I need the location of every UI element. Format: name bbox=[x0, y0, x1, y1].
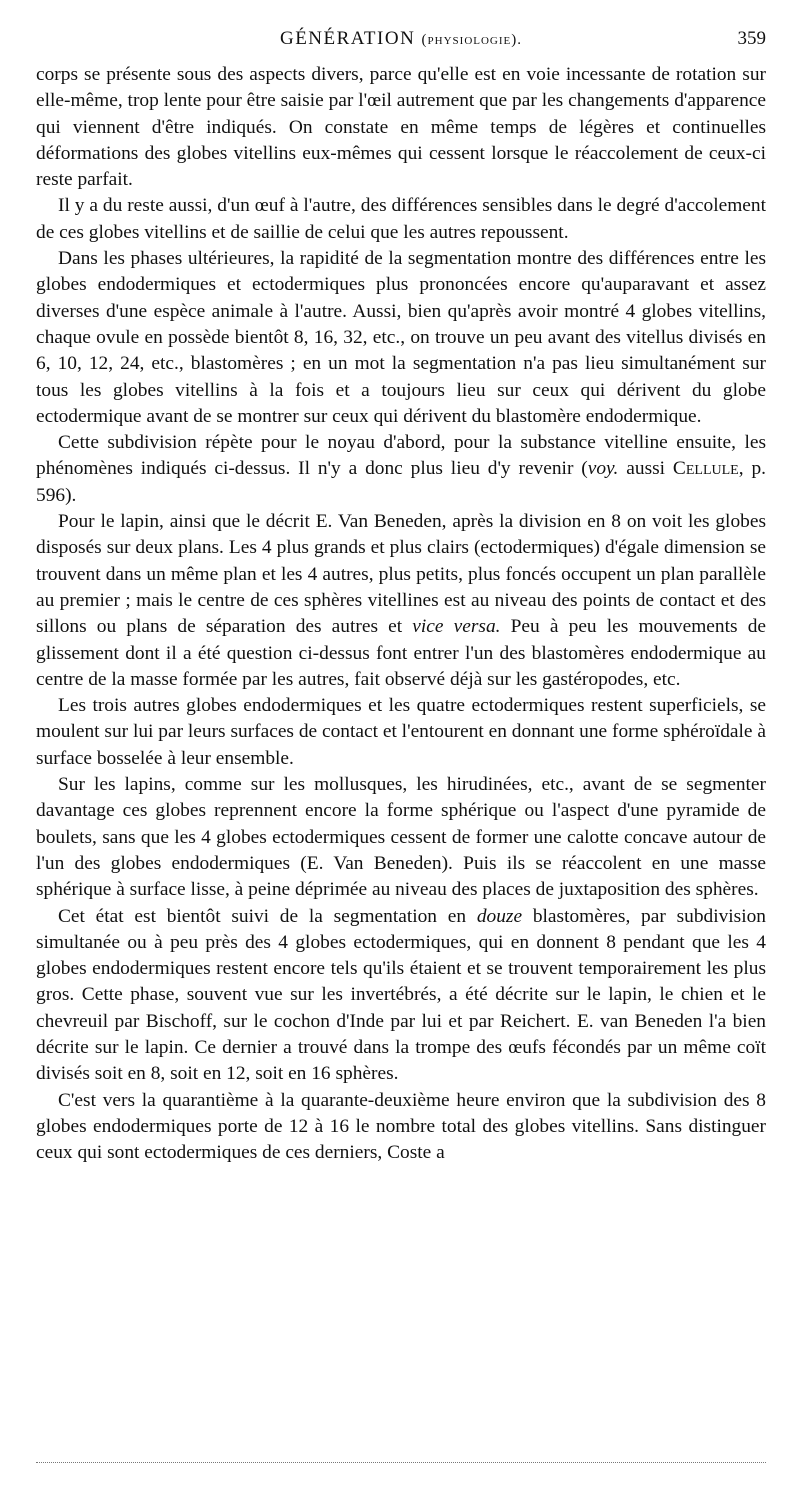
paragraph bbox=[36, 693, 766, 772]
page bbox=[36, 28, 766, 1166]
italic-text: douze bbox=[476, 905, 523, 927]
paragraph-text: aussi bbox=[618, 458, 673, 480]
paragraph bbox=[36, 62, 766, 193]
paragraph-text: Les trois autres globes endodermiques et les quatre ectodermiques restent superficiels, se moulent sur lui par leurs surfaces de contact et l'entourent en donnant une forme sphéroïdale à surface bosselée à leur ensemble. bbox=[36, 695, 766, 769]
paragraph-text: , p. 596). bbox=[36, 458, 766, 506]
running-title-text: GÉNÉRATION bbox=[279, 28, 416, 49]
italic-text: voy. bbox=[587, 458, 619, 480]
running-subtitle: (physiologie). bbox=[421, 32, 523, 48]
paragraph bbox=[36, 1088, 766, 1167]
page-number: 359 bbox=[737, 28, 766, 49]
paragraph bbox=[36, 430, 766, 509]
paragraph-text: Peu à peu les mouvements de glissement dont il a été question ci-dessus font entrer l'un des blastomères endodermique au centre de la masse formée par les autres, fait observé déjà sur les gastéropodes, etc. bbox=[36, 616, 766, 690]
paragraph-text: blastomères, par subdivision simultanée ou à peu près des 4 globes ectodermiques, qui en donnent 8 pendant que les 4 globes endodermiques restent encore tels qu'ils étaient et se trouvent temporairement les plus gros. Cette phase, souvent vue sur les invertébrés, a été décrite sur le lapin, le chien et le chevreuil par Bischoff, sur le cochon d'Inde par lui et par Reichert. E. van Beneden l'a bien décrite sur le lapin. Ce dernier a trouvé dans la trompe des œufs fécondés par un même coït divisés soit en 8, soit en 12, soit en 16 sphères. bbox=[36, 905, 766, 1085]
italic-text: vice versa. bbox=[412, 616, 501, 638]
paragraph-text: Dans les phases ultérieures, la rapidité de la segmentation montre des différences entre les globes endodermiques et ectodermiques plus prononcées encore qu'auparavant et assez diverses d'une espèce animale à l'autre. Aussi, bien qu'après avoir montré 4 globes vitellins, chaque ovule en possède bientôt 8, 16, 32, etc., on trouve un peu avant des vitellus divisés en 6, 10, 12, 24, etc., blastomères ; en un mot la segmentation n'a pas lieu simultanément sur tous les globes vitellins à la fois et a toujours lieu sur ceux qui dérivent du globe ectodermique avant de se montrer sur ceux qui dérivent du blastomère endodermique. bbox=[36, 248, 766, 427]
paragraph-text: Il y a du reste aussi, d'un œuf à l'autre, des différences sensibles dans le degré d'accolement de ces globes vitellins et de saillie de celui que les autres repoussent. bbox=[36, 195, 766, 243]
paragraph bbox=[36, 509, 766, 693]
paragraph bbox=[36, 772, 766, 903]
paragraph-text: Cet état est bientôt suivi de la segmentation en bbox=[58, 905, 477, 927]
running-head bbox=[36, 28, 766, 56]
paragraph bbox=[36, 904, 766, 1088]
smallcaps-text: Cellule bbox=[672, 458, 739, 480]
body-text bbox=[36, 62, 766, 1166]
paragraph-text: Pour le lapin, ainsi que le décrit E. Van Beneden, après la division en 8 on voit les globes disposés sur deux plans. Les 4 plus grands et plus clairs (ectodermiques) d'égale dimension se trouvent dans un même plan et les 4 autres, plus petits, plus foncés occupent un plan parallèle au premier ; mais le centre de ces sphères vitellines est au niveau des points de contact et des sillons ou plans de séparation des autres et bbox=[36, 511, 766, 638]
paragraph-text: Sur les lapins, comme sur les mollusques, les hirudinées, etc., avant de se segmenter davantage ces globes reprennent encore la forme sphérique ou l'aspect d'une pyramide de boulets, sans que les 4 globes ectodermiques cessent de former une calotte concave autour de l'un des globes endodermiques (E. Van Beneden). Puis ils se réaccolent en une masse sphérique à surface lisse, à peine déprimée au niveau des places de juxtaposition des sphères. bbox=[36, 774, 766, 901]
paragraph bbox=[36, 193, 766, 246]
running-title bbox=[280, 28, 522, 50]
paragraph-text: corps se présente sous des aspects divers, parce qu'elle est en voie incessante de rotation sur elle-même, trop lente pour être saisie par l'œil autrement que par les changements d'apparence qui viennent d'être indiqués. On constate en même temps de légères et continuelles déformations des globes vitellins eux-mêmes qui cessent lorsque le réaccolement de ceux-ci reste parfait. bbox=[36, 64, 766, 191]
paragraph bbox=[36, 246, 766, 430]
paragraph-text: C'est vers la quarantième à la quarante-deuxième heure environ que la subdivision des 8 globes endodermiques porte de 12 à 16 le nombre total des globes vitellins. Sans distinguer ceux qui sont ectodermiques de ces derniers, Coste a bbox=[36, 1089, 766, 1164]
footer-rule bbox=[36, 1462, 766, 1463]
paragraph-text: Cette subdivision répète pour le noyau d'abord, pour la substance vitelline ensuite, les phénomènes indiqués ci-dessus. Il n'y a donc plus lieu d'y revenir ( bbox=[36, 432, 766, 480]
